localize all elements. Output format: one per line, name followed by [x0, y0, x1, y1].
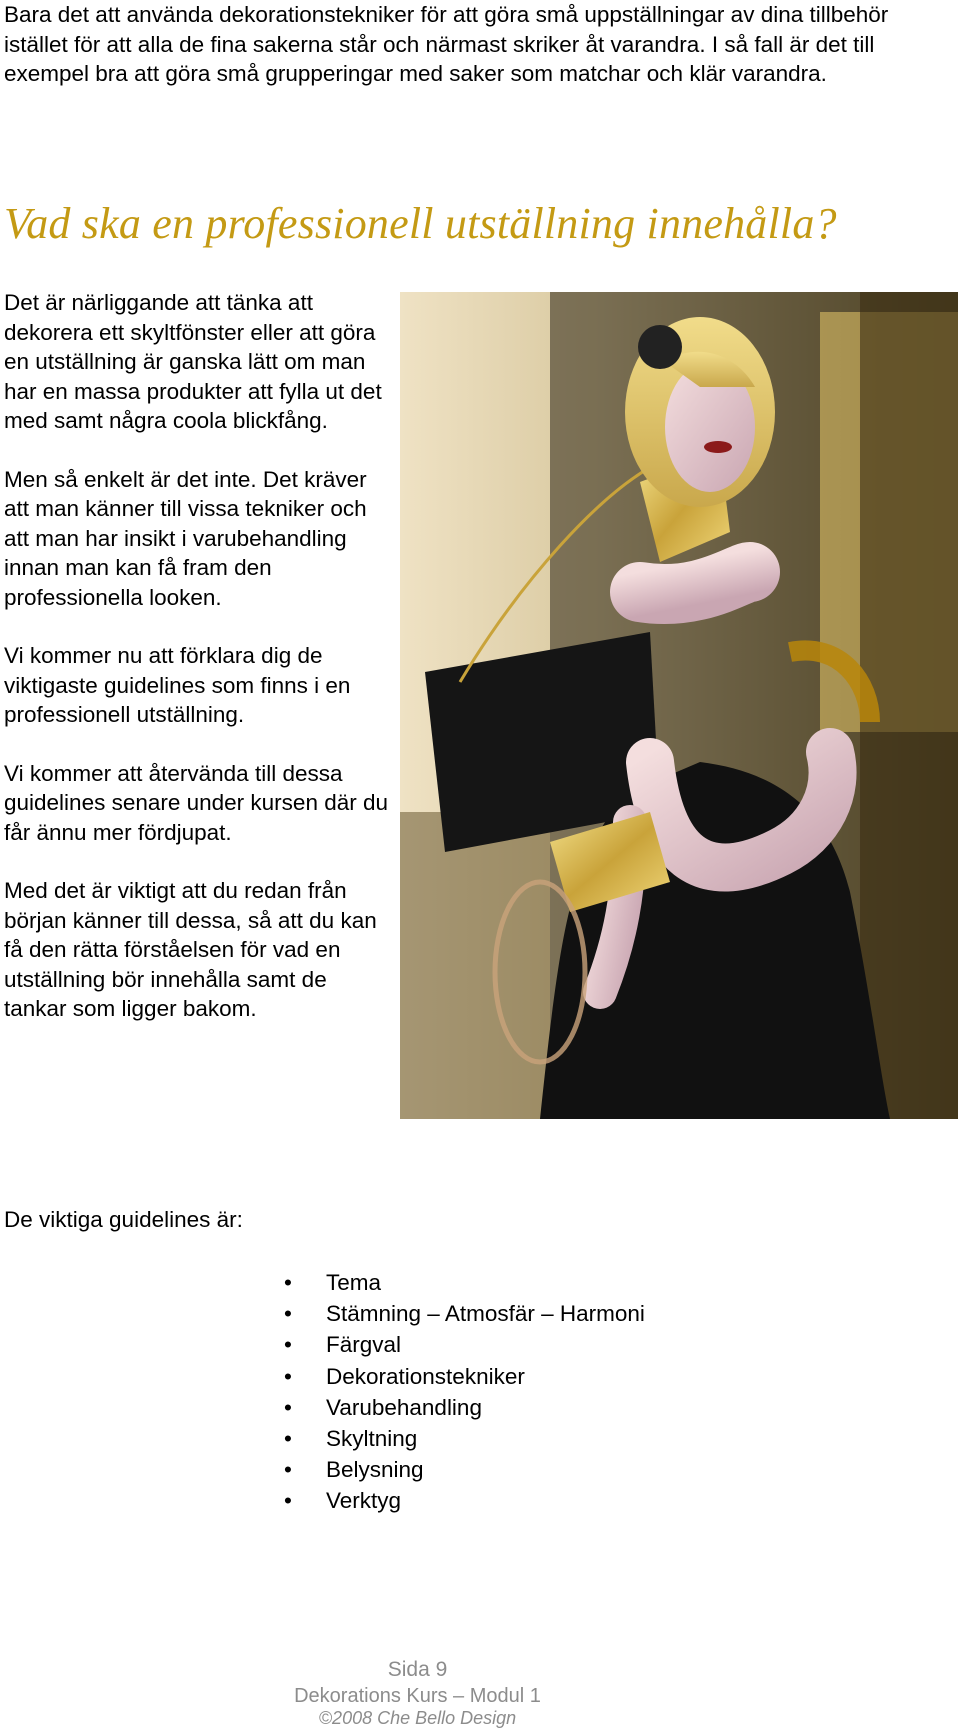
list-item [284, 1361, 645, 1392]
guidelines-label: De viktiga guidelines är: [4, 1207, 243, 1232]
footer-course-title: Dekorations Kurs – Modul 1 [294, 1685, 541, 1707]
paragraph: Vi kommer nu att förklara dig de viktigaste guidelines som finns i en professionell utställning. [4, 643, 351, 727]
mannequin-photo [400, 292, 958, 1119]
list-item-label: Belysning [326, 1457, 424, 1483]
bullet-icon: • [284, 1270, 292, 1295]
bullet-icon: • [284, 1394, 292, 1420]
list-item-label: Verktyg [326, 1488, 402, 1514]
section-heading: Vad ska en professionell utställning innehålla? [4, 199, 837, 248]
footer-page-number: Sida 9 [387, 1658, 448, 1681]
bullet-icon: • [284, 1363, 292, 1389]
list-item [284, 1423, 645, 1454]
list-item [284, 1298, 645, 1329]
list-item-label: Tema [326, 1270, 382, 1295]
bullet-icon: • [284, 1457, 292, 1483]
list-item [284, 1267, 645, 1298]
list-item [284, 1329, 645, 1360]
list-item-label: Skyltning [326, 1426, 418, 1452]
guidelines-list [284, 1267, 645, 1517]
paragraph: Vi kommer att återvända till dessa guidelines senare under kursen där du får ännu mer fördjupat. [4, 760, 389, 845]
bullet-icon: • [284, 1488, 292, 1514]
paragraph: Men så enkelt är det inte. Det kräver att man känner till vissa tekniker och att man har insikt i varubehandling innan man kan få fram den professionella looken. [4, 466, 367, 610]
body-text-column [4, 288, 394, 1053]
list-item-label: Stämning – Atmosfär – Harmoni [326, 1301, 645, 1327]
paragraph: Med det är viktigt att du redan från början känner till dessa, så att du kan få den rätta förståelsen för vad en utställning bör innehålla samt de tankar som ligger bakom. [4, 878, 377, 1021]
bullet-icon: • [284, 1301, 292, 1327]
list-item [284, 1485, 645, 1516]
list-item-label: Varubehandling [326, 1394, 482, 1420]
paragraph: Det är närliggande att tänka att dekorera ett skyltfönster eller att göra en utställning är ganska lätt om man har en massa produkter att fylla ut det med samt några coola blickfång. [4, 290, 382, 433]
footer-copyright: ©2008 Che Bello Design [318, 1708, 517, 1728]
bullet-icon: • [284, 1332, 292, 1358]
list-item [284, 1392, 645, 1423]
intro-paragraph: Bara det att använda dekorationstekniker för att göra små uppställningar av dina tillbehör istället för att alla de fina sakerna står och närmast skriker åt varandra. I så fall är det till exempel bra att göra små grupperingar med saker som matchar och klär varandra. [4, 2, 889, 86]
list-item [284, 1454, 645, 1485]
bullet-icon: • [284, 1426, 292, 1452]
list-item-label: Dekorationstekniker [326, 1363, 525, 1389]
list-item-label: Färgval [326, 1332, 402, 1358]
